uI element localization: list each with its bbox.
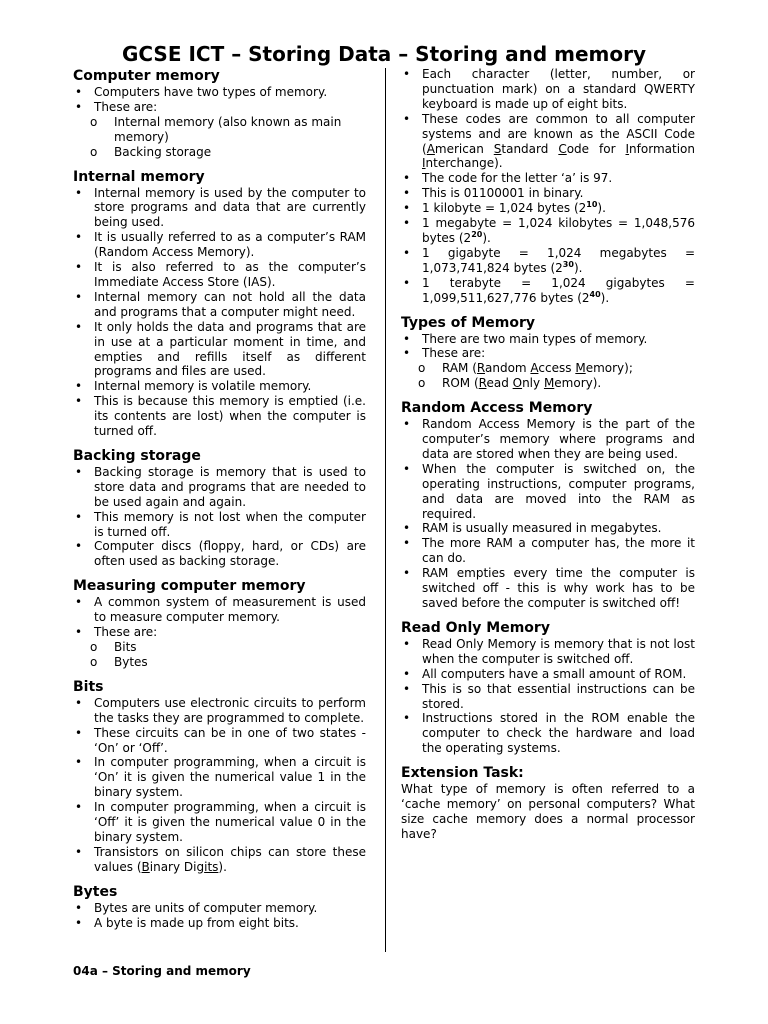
bullet-item: • Bytes are units of computer memory.	[73, 901, 366, 916]
bullet-item: • Transistors on silicon chips can store these values (Binary Digits).	[73, 845, 366, 875]
bullet-list	[73, 901, 366, 931]
bullet-list	[401, 417, 695, 611]
bullet-list	[73, 85, 366, 115]
left-column	[73, 67, 366, 931]
bullet-item: • This is because this memory is emptied (i.e. its contents are lost) when the computer is turned off.	[73, 394, 366, 439]
section-heading-ram: Random Access Memory	[401, 400, 593, 417]
section-heading-bits: Bits	[73, 678, 104, 695]
bullet-list	[73, 465, 366, 569]
bullet-item: • It is usually referred to as a computer’s RAM (Random Access Memory).	[73, 230, 366, 260]
bullet-item: • A byte is made up from eight bits.	[73, 916, 366, 931]
bullet-item: • Computer discs (floppy, hard, or CDs) are often used as backing storage.	[73, 539, 366, 569]
bullet-list	[401, 637, 695, 756]
section-heading-computer-memory: Computer memory	[73, 68, 220, 84]
extension-task-text: What type of memory is often referred to a ‘cache memory’ on personal computers? What size cache memory does a normal processor have?	[401, 782, 695, 841]
bullet-item: • Internal memory is used by the computer to store programs and data that are currently being used.	[73, 186, 366, 231]
bullet-item: • This is so that essential instructions can be stored.	[401, 682, 695, 712]
bullet-list	[401, 332, 695, 362]
sub-list	[73, 115, 366, 160]
bullet-item: • A common system of measurement is used to measure computer memory.	[73, 595, 366, 625]
page-title: GCSE ICT – Storing Data – Storing and memory	[121, 42, 647, 66]
bullet-item: • These codes are common to all computer systems and are known as the ASCII Code (American Standard Code for Information Interchange).	[401, 112, 695, 172]
bullet-list	[73, 186, 366, 439]
bullet-item: • The more RAM a computer has, the more it can do.	[401, 536, 695, 566]
bullet-item: • In computer programming, when a circuit is ‘Off’ it is given the numerical value 0 in the binary system.	[73, 800, 366, 845]
sub-item: o Bytes	[73, 655, 366, 670]
bullet-item: • These circuits can be in one of two states - ‘On’ or ‘Off’.	[73, 726, 366, 756]
bullet-item: • Read Only Memory is memory that is not lost when the computer is switched off.	[401, 637, 695, 667]
bullet-item: • Internal memory can not hold all the data and programs that a computer might need.	[73, 290, 366, 320]
sub-item: o Backing storage	[73, 145, 366, 160]
column-divider	[385, 68, 386, 952]
bullet-item: • It only holds the data and programs that are in use at a particular moment in time, and empties and refills itself as different programs and files are used.	[73, 320, 366, 380]
bullet-item: • RAM empties every time the computer is switched off - this is why work has to be saved before the computer is switched off!	[401, 566, 695, 611]
section-heading-extension-task: Extension Task:	[401, 765, 524, 782]
section-heading-rom: Read Only Memory	[401, 619, 550, 636]
bullet-item: • These are:	[401, 346, 695, 361]
sub-list	[401, 361, 695, 391]
bullet-item: • Computers use electronic circuits to perform the tasks they are programmed to complete.	[73, 696, 366, 726]
section-heading-measuring: Measuring computer memory	[73, 578, 306, 595]
bullet-item: • These are:	[73, 625, 366, 640]
bullet-item: • The code for the letter ‘a’ is 97.	[401, 171, 695, 186]
bullet-item: • Computers have two types of memory.	[73, 85, 366, 100]
bullet-item: • Random Access Memory is the part of the computer’s memory where programs and data are stored when they are being used.	[401, 417, 695, 462]
bullet-item: • These are:	[73, 100, 366, 115]
bullet-item: • Each character (letter, number, or punctuation mark) on a standard QWERTY keyboard is made up of eight bits.	[401, 67, 695, 112]
bullet-item: • RAM is usually measured in megabytes.	[401, 521, 695, 536]
bullet-item: • 1 kilobyte = 1,024 bytes $(2^{10})$.	[401, 201, 695, 216]
section-heading-internal-memory: Internal memory	[73, 168, 205, 185]
bullet-item: • Internal memory is volatile memory.	[73, 379, 366, 394]
bullet-item: • It is also referred to as the computer’s Immediate Access Store (IAS).	[73, 260, 366, 290]
bullet-list	[73, 595, 366, 640]
sub-item: o ROM (Read Only Memory).	[401, 376, 695, 391]
sub-item: o Bits	[73, 640, 366, 655]
section-heading-bytes: Bytes	[73, 883, 118, 900]
bullet-item: • When the computer is switched on, the operating instructions, computer programs, and data are moved into the RAM as required.	[401, 462, 695, 522]
bullet-list	[401, 67, 695, 306]
bullet-item: • 1 gigabyte = 1,024 megabytes = 1,073,741,824 bytes $(2^{30})$.	[401, 246, 695, 276]
bullet-item: • All computers have a small amount of ROM.	[401, 667, 695, 682]
sub-list	[73, 640, 366, 670]
bullet-item: • In computer programming, when a circuit is ‘On’ it is given the numerical value 1 in the binary system.	[73, 755, 366, 800]
bullet-item: • Instructions stored in the ROM enable the computer to check the hardware and load the operating systems.	[401, 711, 695, 756]
bullet-list	[73, 696, 366, 875]
bullet-item: • There are two main types of memory.	[401, 332, 695, 347]
bullet-item: • Backing storage is memory that is used to store data and programs that are needed to be used again and again.	[73, 465, 366, 510]
section-heading-types-of-memory: Types of Memory	[401, 314, 535, 331]
bullet-item: • 1 megabyte = 1,024 kilobytes = 1,048,576 bytes $(2^{20})$.	[401, 216, 695, 246]
sub-item: o Internal memory (also known as main memory)	[73, 115, 366, 145]
page-footer: 04a – Storing and memory	[73, 964, 251, 978]
right-column	[401, 67, 695, 842]
bullet-item: • This is 01100001 in binary.	[401, 186, 695, 201]
section-heading-backing-storage: Backing storage	[73, 447, 201, 464]
bullet-item: • This memory is not lost when the computer is turned off.	[73, 510, 366, 540]
bullet-item: • 1 terabyte = 1,024 gigabytes = 1,099,511,627,776 bytes $(2^{40})$.	[401, 276, 695, 306]
sub-item: o RAM (Random Access Memory);	[401, 361, 695, 376]
